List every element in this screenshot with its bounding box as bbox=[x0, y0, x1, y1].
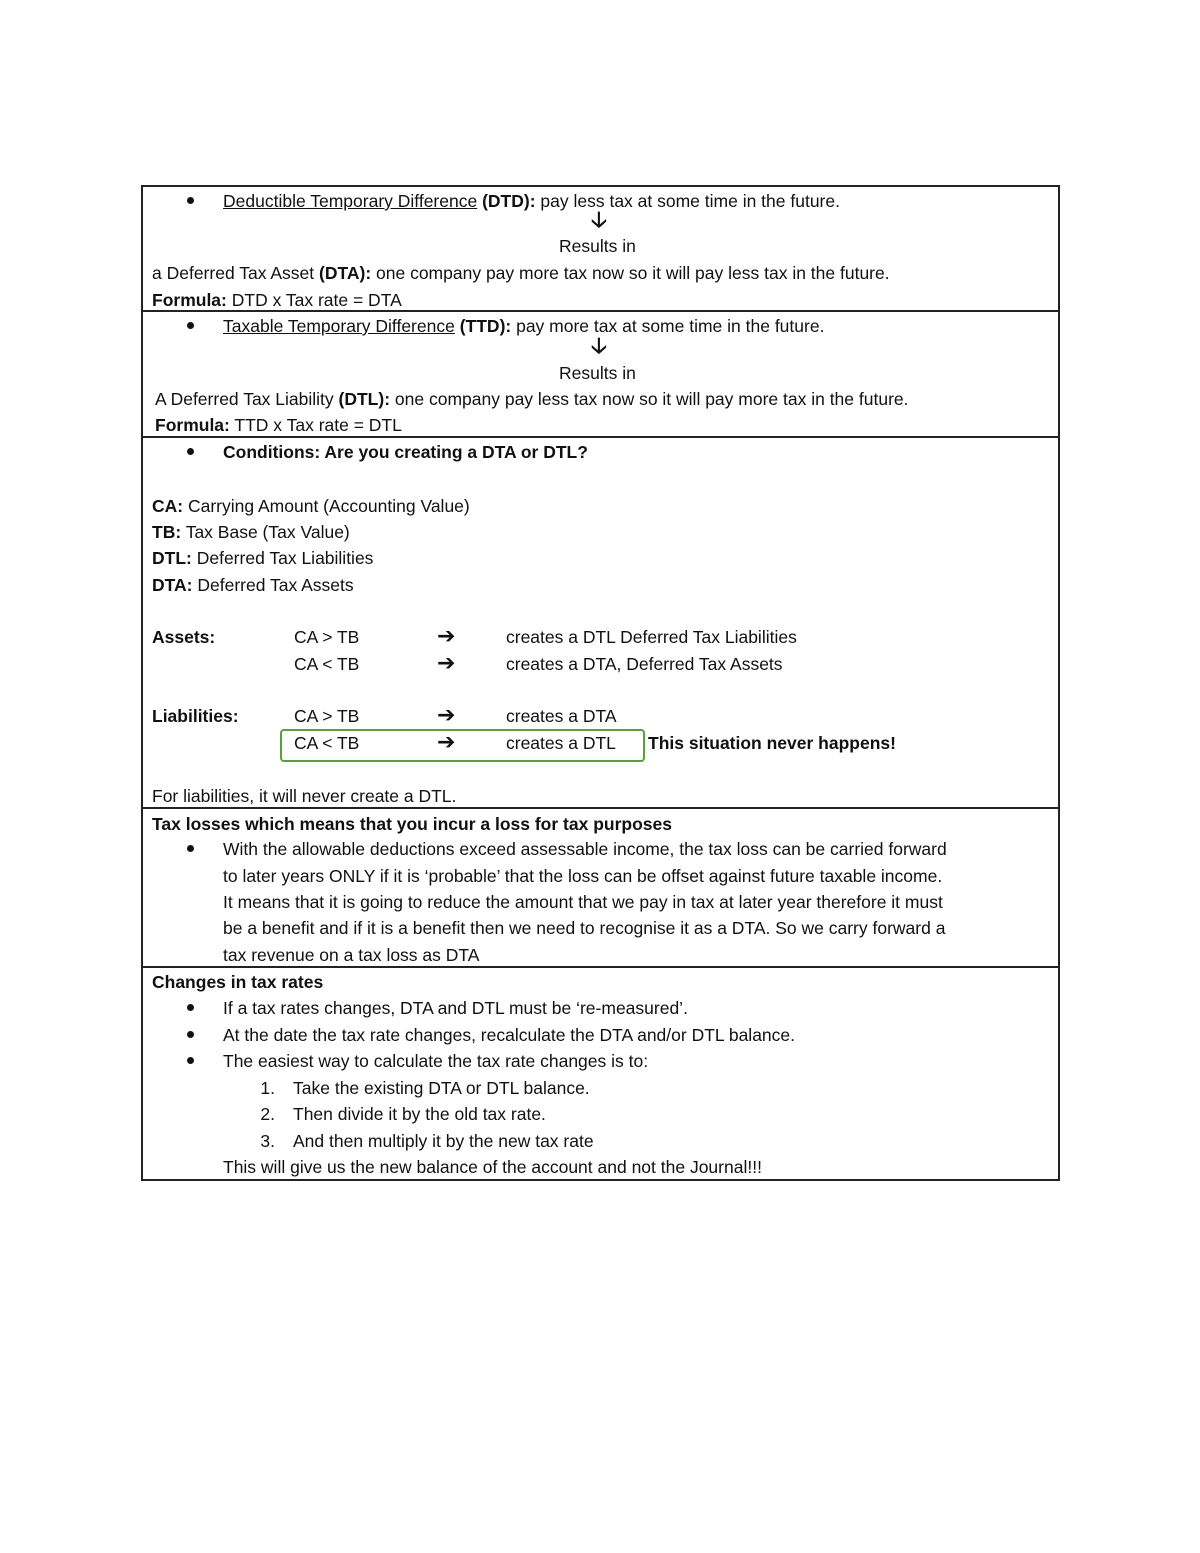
liabilities-label: Liabilities: bbox=[152, 706, 239, 726]
def-text: Deferred Tax Liabilities bbox=[191, 548, 374, 568]
step-number: 1. bbox=[260, 1078, 275, 1098]
step-text: Then divide it by the old tax rate. bbox=[293, 1104, 546, 1124]
tax-losses-heading: Tax losses which means that you incur a loss for tax purposes bbox=[152, 814, 672, 834]
down-arrow-icon: 🡣 bbox=[591, 333, 607, 358]
bullet bbox=[187, 845, 194, 852]
row-divider bbox=[141, 966, 1060, 968]
ttd-abbr: (TTD): bbox=[459, 316, 512, 336]
def-abbr: CA: bbox=[152, 496, 184, 516]
def-dta bbox=[152, 574, 354, 596]
bullet bbox=[187, 1004, 194, 1011]
tax-loss-line: With the allowable deductions exceed assessable income, the tax loss can be carried forward bbox=[223, 839, 947, 859]
assets-cond: CA > TB bbox=[294, 627, 360, 647]
assets-result: creates a DTA, Deferred Tax Assets bbox=[506, 654, 783, 674]
dtd-term: Deductible Temporary Difference bbox=[223, 191, 478, 211]
never-happens-note: This situation never happens! bbox=[648, 733, 896, 753]
dtl-prefix: A Deferred Tax Liability bbox=[155, 389, 339, 409]
step-text: Take the existing DTA or DTL balance. bbox=[293, 1078, 590, 1098]
right-arrow-icon: ➔ bbox=[437, 729, 456, 754]
bullet bbox=[187, 1031, 194, 1038]
assets-cond: CA < TB bbox=[294, 654, 360, 674]
def-abbr: DTA: bbox=[152, 575, 193, 595]
def-text: Tax Base (Tax Value) bbox=[181, 522, 350, 542]
step-number: 3. bbox=[260, 1131, 275, 1151]
dta-line bbox=[152, 262, 890, 284]
tax-rate-bullet: The easiest way to calculate the tax rate changes is to: bbox=[223, 1051, 649, 1071]
bullet bbox=[187, 322, 194, 329]
results-in: Results in bbox=[559, 236, 636, 256]
def-abbr: DTL: bbox=[152, 548, 192, 568]
right-arrow-icon: ➔ bbox=[437, 702, 456, 727]
def-abbr: TB: bbox=[152, 522, 182, 542]
results-in: Results in bbox=[559, 363, 636, 383]
tax-rate-bullet: At the date the tax rate changes, recalculate the DTA and/or DTL balance. bbox=[223, 1025, 796, 1045]
liab-cond: CA < TB bbox=[294, 733, 360, 753]
def-ca bbox=[152, 495, 470, 517]
step-number: 2. bbox=[260, 1104, 275, 1124]
row-divider bbox=[141, 807, 1060, 809]
liabilities-footer: For liabilities, it will never create a DTL. bbox=[152, 786, 457, 806]
dtd-desc: pay less tax at some time in the future. bbox=[535, 191, 840, 211]
assets-result: creates a DTL Deferred Tax Liabilities bbox=[506, 627, 797, 647]
row-divider bbox=[141, 436, 1060, 438]
right-arrow-icon: ➔ bbox=[437, 650, 456, 675]
dta-rest: one company pay more tax now so it will pay less tax in the future. bbox=[371, 263, 890, 283]
ttd-term: Taxable Temporary Difference bbox=[223, 316, 455, 336]
ttd-desc: pay more tax at some time in the future. bbox=[511, 316, 825, 336]
liab-result: creates a DTL bbox=[506, 733, 616, 753]
bullet bbox=[187, 448, 194, 455]
conditions-heading: Conditions: Are you creating a DTA or DTL? bbox=[223, 442, 588, 462]
dtl-abbr: (DTL): bbox=[338, 389, 391, 409]
tax-rate-bullet: If a tax rates changes, DTA and DTL must be ‘re-measured’. bbox=[223, 998, 688, 1018]
ttd-line bbox=[223, 315, 824, 337]
dtd-line bbox=[223, 190, 840, 212]
formula-line bbox=[152, 289, 402, 311]
def-text: Deferred Tax Assets bbox=[192, 575, 354, 595]
dtd-abbr: (DTD): bbox=[482, 191, 536, 211]
tax-loss-line: It means that it is going to reduce the amount that we pay in tax at later year therefore it must bbox=[223, 892, 943, 912]
def-tb bbox=[152, 521, 350, 543]
tax-loss-line: tax revenue on a tax loss as DTA bbox=[223, 945, 480, 965]
down-arrow-icon: 🡣 bbox=[591, 207, 607, 232]
dta-abbr: (DTA): bbox=[319, 263, 372, 283]
def-text: Carrying Amount (Accounting Value) bbox=[183, 496, 470, 516]
assets-label: Assets: bbox=[152, 627, 216, 647]
bullet bbox=[187, 1057, 194, 1064]
step-text: And then multiply it by the new tax rate bbox=[293, 1131, 594, 1151]
formula-line bbox=[155, 414, 402, 436]
tax-loss-line: to later years ONLY if it is ‘probable’ that the loss can be offset against future taxable income. bbox=[223, 866, 943, 886]
dta-prefix: a Deferred Tax Asset bbox=[152, 263, 319, 283]
formula-text: DTD x Tax rate = DTA bbox=[226, 290, 402, 310]
tax-rates-heading: Changes in tax rates bbox=[152, 972, 324, 992]
liab-cond: CA > TB bbox=[294, 706, 360, 726]
dtl-line bbox=[155, 388, 909, 410]
formula-text: TTD x Tax rate = DTL bbox=[229, 415, 402, 435]
closing-note: This will give us the new balance of the account and not the Journal!!! bbox=[223, 1157, 762, 1177]
def-dtl bbox=[152, 547, 373, 569]
dtl-rest: one company pay less tax now so it will pay more tax in the future. bbox=[390, 389, 909, 409]
tax-loss-line: be a benefit and if it is a benefit then we need to recognise it as a DTA. So we carry forward a bbox=[223, 918, 946, 938]
bullet bbox=[187, 197, 194, 204]
formula-label: Formula: bbox=[155, 415, 230, 435]
right-arrow-icon: ➔ bbox=[437, 623, 456, 648]
formula-label: Formula: bbox=[152, 290, 227, 310]
liab-result: creates a DTA bbox=[506, 706, 617, 726]
